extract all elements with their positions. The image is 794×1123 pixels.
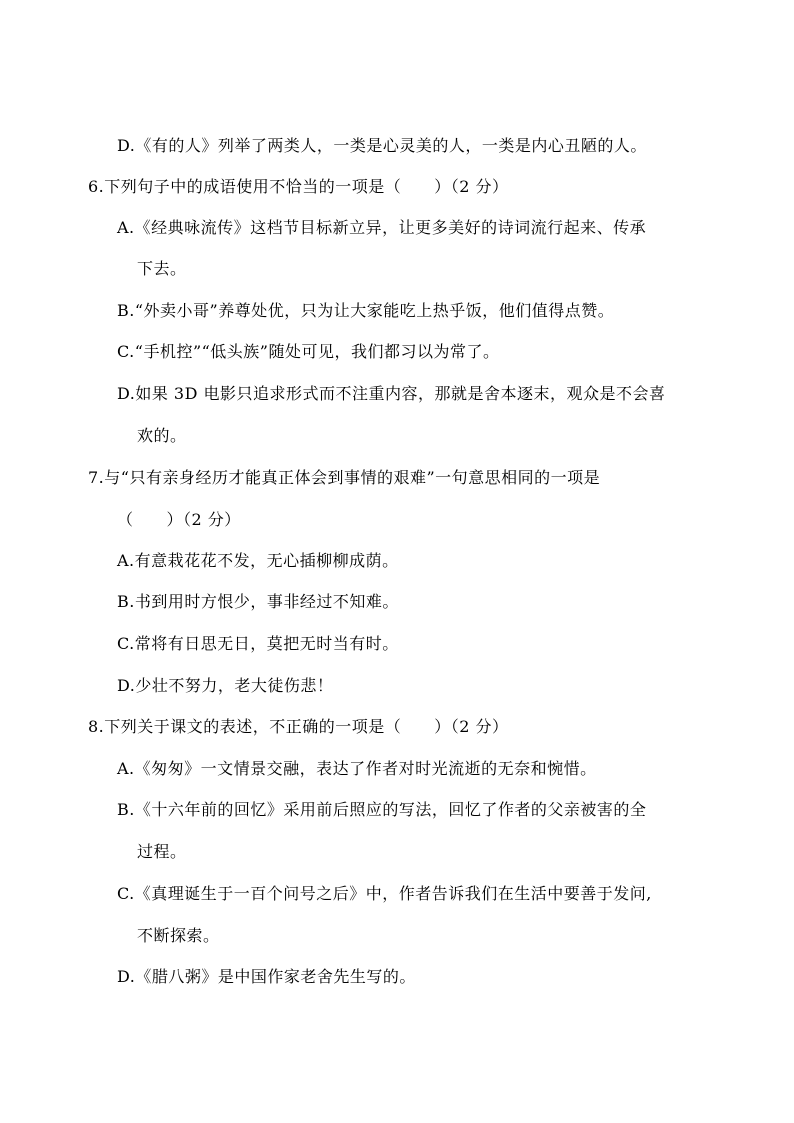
- q5-option-d: D.《有的人》列举了两类人，一类是心灵美的人，一类是内心丑陋的人。: [117, 136, 647, 155]
- q6-option-a: A.《经典咏流传》这档节目标新立异，让更多美好的诗词流行起来、传承: [117, 218, 647, 237]
- q8-option-b-continuation: 过程。: [137, 842, 187, 861]
- q6-option-c: C.“手机控”“低头族”随处可见，我们都习以为常了。: [117, 342, 500, 361]
- q6-option-b: B.“外卖小哥”养尊处优，只为让大家能吃上热乎饭，他们值得点赞。: [117, 301, 615, 320]
- q7-option-d: D.少壮不努力，老大徒伤悲！: [117, 676, 334, 695]
- q7-stem: 7.与“只有亲身经历才能真正体会到事情的艰难”一句意思相同的一项是: [88, 468, 601, 487]
- q6-option-a-continuation: 下去。: [137, 259, 187, 278]
- q7-option-c: C.常将有日思无日，莫把无时当有时。: [117, 634, 399, 653]
- q7-option-b: B.书到用时方恨少，事非经过不知难。: [117, 592, 399, 611]
- q7-option-a: A.有意栽花花不发，无心插柳柳成荫。: [117, 551, 399, 570]
- q6-stem: 6.下列句子中的成语使用不恰当的一项是（ ）（2 分）: [88, 177, 509, 196]
- q8-option-b: B.《十六年前的回忆》采用前后照应的写法，回忆了作者的父亲被害的全: [117, 800, 647, 819]
- q6-option-d-continuation: 欢的。: [137, 426, 187, 445]
- q6-option-d: D.如果 3D 电影只追求形式而不注重内容，那就是舍本逐末，观众是不会喜: [117, 384, 666, 403]
- q7-stem-continuation: （ ）（2 分）: [117, 510, 241, 529]
- q8-stem: 8.下列关于课文的表述，不正确的一项是（ ）（2 分）: [88, 717, 509, 736]
- q8-option-d: D.《腊八粥》是中国作家老舍先生写的。: [117, 967, 416, 986]
- q8-option-c-continuation: 不断探索。: [137, 926, 220, 945]
- q8-option-a: A.《匆匆》一文情景交融，表达了作者对时光流逝的无奈和惋惜。: [117, 759, 597, 778]
- q8-option-c: C.《真理诞生于一百个问号之后》中，作者告诉我们在生活中要善于发问,: [117, 884, 652, 903]
